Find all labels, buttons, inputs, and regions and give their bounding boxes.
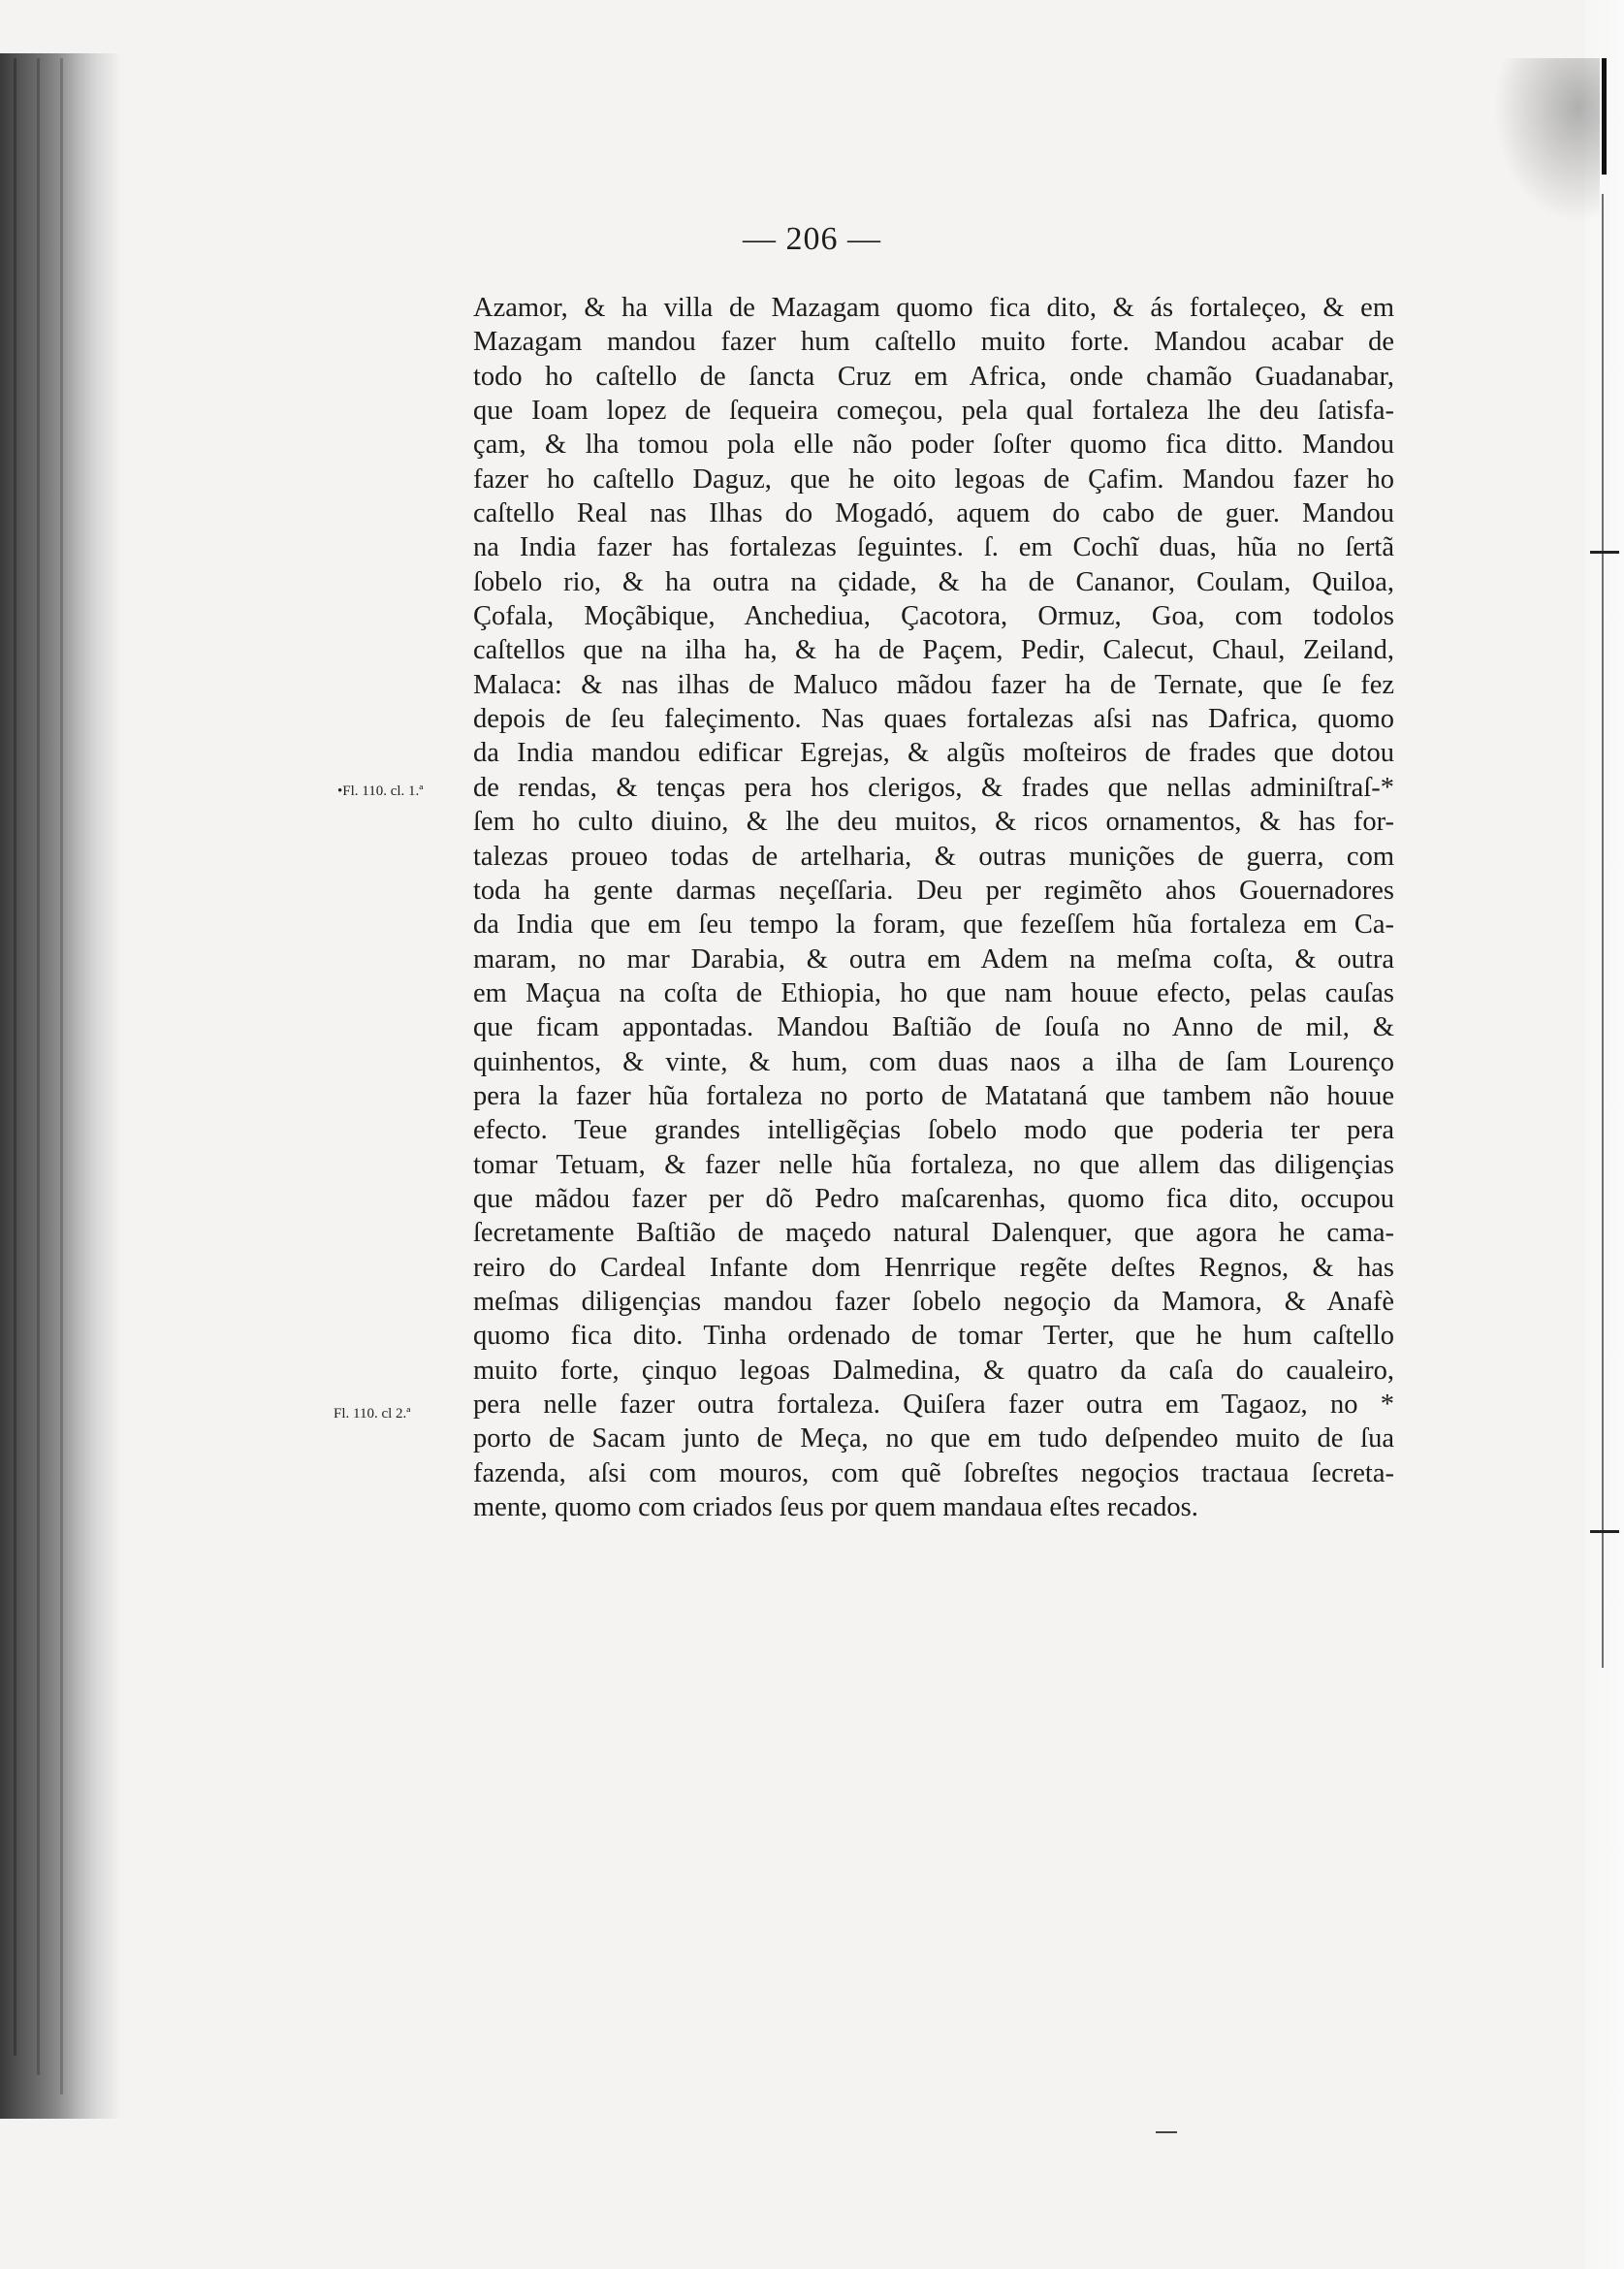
text-line: maram, no mar Darabia, & outra em Adem na meſma coſta, & outra (473, 943, 1394, 975)
text-line: fazenda, aſsi com mouros, com quẽ ſobreſtes negoçios tractaua ſecreta- (473, 1457, 1394, 1488)
right-edge-shadow (1493, 58, 1600, 223)
text-line: em Maçua na coſta de Ethiopia, ho que nam houue efecto, pelas cauſas (473, 977, 1394, 1008)
text-line: efecto. Teue grandes intelligẽçias ſobelo modo que poderia ter pera (473, 1115, 1394, 1146)
edge-mark (1590, 551, 1619, 554)
text-line: quinhentos, & vinte, & hum, com duas naos a ilha de ſam Lourenço (473, 1046, 1394, 1077)
text-line: ſobelo rio, & ha outra na çidade, & ha de Cananor, Coulam, Quiloa, (473, 566, 1394, 597)
right-page-edge (1585, 0, 1624, 2269)
text-line: talezas proueo todas de artelharia, & outras munições de guerra, com (473, 841, 1394, 872)
text-line: ſecretamente Baſtião de maçedo natural Dalenquer, que agora he cama- (473, 1218, 1394, 1249)
text-line: da India que em ſeu tempo la foram, que fezeſſem hũa fortaleza em Ca- (473, 910, 1394, 941)
text-line: caſtello Real nas Ilhas do Mogadó, aquem do cabo de guer. Mandou (473, 498, 1394, 529)
text-line: tomar Tetuam, & fazer nelle hũa fortaleza, no que allem das diligençias (473, 1149, 1394, 1180)
binding-streak (14, 58, 16, 2056)
text-line: reiro do Cardeal Infante dom Henrrique regẽte deſtes Regnos, & has (473, 1252, 1394, 1283)
binding-streak (60, 58, 63, 2094)
text-line: da India mandou edificar Egrejas, & algũs moſteiros de frades que dotou (473, 738, 1394, 769)
text-line: muito forte, çinquo legoas Dalmedina, & quatro da caſa do caualeiro, (473, 1355, 1394, 1386)
text-line: depois de ſeu faleçimento. Nas quaes fortalezas aſsi nas Dafrica, quomo (473, 704, 1394, 735)
text-line: Azamor, & ha villa de Mazagam quomo fica dito, & ás fortaleçeo, & em (473, 293, 1394, 323)
right-edge-bar (1602, 58, 1607, 175)
margin-note: Fl. 110. cl 2.ª (334, 1406, 411, 1422)
body-text (473, 291, 1394, 1524)
text-line: Malaca: & nas ilhas de Maluco mãdou fazer ha de Ternate, que ſe fez (473, 669, 1394, 700)
margin-note: •Fl. 110. cl. 1.ª (337, 783, 424, 799)
text-line: Mazagam mandou fazer hum caſtello muito forte. Mandou acabar de (473, 327, 1394, 358)
text-line: porto de Sacam junto de Meça, no que em tudo deſpendeo muito de ſua (473, 1423, 1394, 1454)
text-line: que Ioam lopez de ſequeira começou, pela qual fortaleza lhe deu ſatisfa- (473, 396, 1394, 427)
text-line: de rendas, & tenças pera hos clerigos, & frades que nellas adminiſtraſ-* (473, 772, 1394, 803)
text-line: todo ho caſtello de ſancta Cruz em Africa, onde chamão Guadanabar, (473, 361, 1394, 392)
text-line: que ficam appontadas. Mandou Baſtião de ſouſa no Anno de mil, & (473, 1012, 1394, 1043)
binding-streak (37, 58, 40, 2075)
text-line: fazer ho caſtello Daguz, que he oito legoas de Çafim. Mandou fazer ho (473, 463, 1394, 495)
text-line: que mãdou fazer per dõ Pedro maſcarenhas, quomo fica dito, occupou (473, 1183, 1394, 1214)
text-line: ſem ho culto diuino, & lhe deu muitos, & ricos ornamentos, & has for- (473, 807, 1394, 838)
page-number: — 206 — (743, 221, 881, 257)
text-line: meſmas diligençias mandou fazer ſobelo negoçio da Mamora, & Anafè (473, 1286, 1394, 1317)
text-line: pera la fazer hũa fortaleza no porto de Matataná que tambem não houue (473, 1080, 1394, 1111)
text-line: mente, quomo com criados ſeus por quem mandaua eſtes recados. (473, 1492, 1198, 1523)
right-edge-bar (1602, 194, 1604, 1668)
text-line: quomo fica dito. Tinha ordenado de tomar Terter, que he hum caſtello (473, 1321, 1394, 1352)
text-line: Çofala, Moçãbique, Anchediua, Çacotora, Ormuz, Goa, com todolos (473, 601, 1394, 632)
edge-mark (1590, 1530, 1619, 1533)
text-line: caſtellos que na ilha ha, & ha de Paçem, Pedir, Calecut, Chaul, Zeiland, (473, 635, 1394, 666)
bottom-mark (1156, 2131, 1177, 2133)
text-line: pera nelle fazer outra fortaleza. Quiſera fazer outra em Tagaoz, no * (473, 1390, 1394, 1420)
text-line: na India fazer has fortalezas ſeguintes. ſ. em Cochĩ duas, hũa no ſertã (473, 532, 1394, 563)
text-line: çam, & lha tomou pola elle não poder ſoſter quomo fica ditto. Mandou (473, 430, 1394, 461)
text-line: toda ha gente darmas neçeſſaria. Deu per regimẽto ahos Gouernadores (473, 875, 1394, 906)
